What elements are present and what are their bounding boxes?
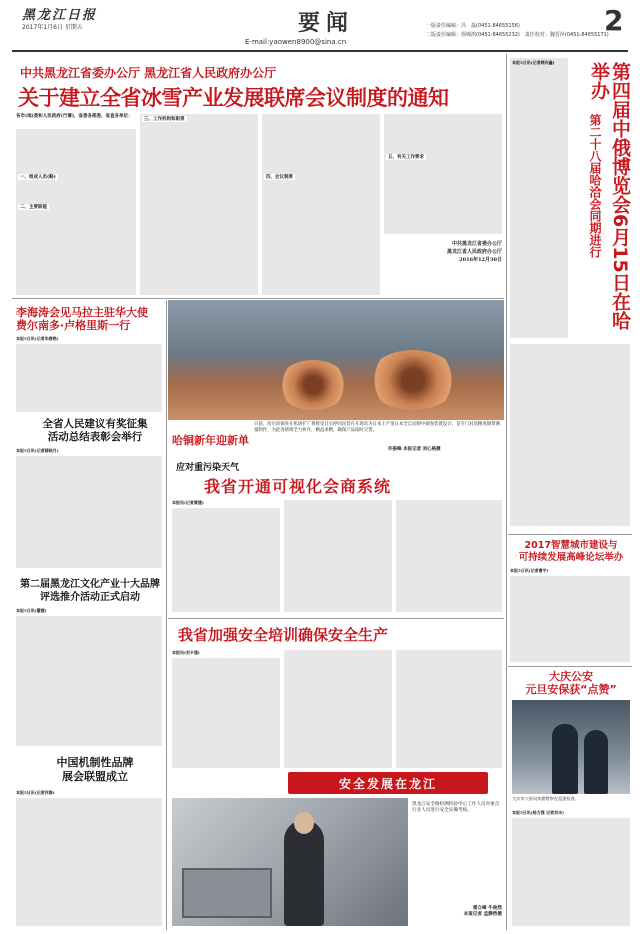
lead-byline: 中共黑龙江省委办公厅 黑龙江省人民政府办公厅 2016年12月30日 <box>446 241 502 263</box>
safety-body-col-3 <box>396 650 502 768</box>
lead-section-1: 一、组成人员(略) <box>20 175 56 180</box>
story-4-headline: 中国机制性品牌 展会联盟成立 <box>56 756 134 783</box>
safety-lead-in: 本报讯(刘卡涵) <box>172 650 200 655</box>
story-3-body <box>16 616 162 746</box>
divider <box>168 618 504 619</box>
phones-line-1: 一版责任编辑：冯 磊(0451-84655156) <box>426 23 520 29</box>
expo-body-col-1 <box>510 58 568 338</box>
email: E-mail:yaowen8900@sina.cn <box>245 38 347 46</box>
story-1-headline: 李海涛会见马拉主驻华大使 费尔南多·卢格里斯一行 <box>16 306 148 332</box>
safety-body-col-2 <box>284 650 392 768</box>
pollution-body-col-2 <box>284 500 392 612</box>
photo-1-frame <box>168 300 504 454</box>
story-1-lead-in: 本报5日讯(记者毕春艳) <box>16 336 59 341</box>
lead-body-col-3 <box>262 114 380 295</box>
photo-2-image <box>172 798 408 926</box>
pollution-lead-in: 本报讯(记者黄建) <box>172 500 204 505</box>
paper-name: 黑龙江日报 <box>22 8 98 23</box>
fire-photo-officer <box>552 724 578 794</box>
lead-salutation: 各市(地)委和人民政府(行署)，省委各部委，省直各单位： <box>16 114 133 119</box>
photo-1-coil <box>278 360 348 410</box>
divider <box>506 54 507 930</box>
fire-story <box>508 670 632 930</box>
fire-headline: 大庆公安 元旦安保获“点赞” <box>525 670 617 696</box>
story-1-body <box>16 344 162 412</box>
photo-2-person <box>284 820 324 926</box>
divider <box>508 666 632 667</box>
masthead <box>0 0 640 56</box>
divider <box>508 534 632 535</box>
safety-headline: 我省加强安全培训确保安全生产 <box>178 626 389 644</box>
fire-photo-officer <box>584 730 608 794</box>
story-3-headline: 第二届黑龙江文化产业十大品牌 评选推介活动正式启动 <box>20 579 160 603</box>
safety-story <box>168 620 504 930</box>
phones-line-2: 二版责任编辑：徐锦鸿(0451-84655232) 责任校对：魏晋萍(0451-84655171) <box>426 32 609 38</box>
photo-1-coil <box>368 350 458 410</box>
photo-1-image <box>168 300 504 420</box>
divider <box>12 298 504 299</box>
expo-story <box>508 54 632 532</box>
lead-body-col-1 <box>16 129 136 295</box>
story-4-lead-in: 本报5日讯(记者苏雅) <box>16 790 55 795</box>
pollution-body-col-3 <box>396 500 502 612</box>
photo-1-label: 哈铜新年迎新单 <box>172 434 249 447</box>
ice-city-story <box>508 540 632 666</box>
page-number: 2 <box>604 4 624 37</box>
fire-body <box>512 818 630 926</box>
expo-vertical-title: 第四届中俄博览会6月15日在哈举办 <box>588 62 631 330</box>
story-4-body <box>16 798 162 926</box>
lead-section-2: 二、主要职能 <box>20 205 47 210</box>
photo-1-credit: 许振峰 本报记者 刘心格摄 <box>388 447 441 452</box>
expo-body-col-2 <box>510 344 630 526</box>
ice-city-headline: 2017智慧城市建设与 可持续发展高峰论坛举办 <box>518 540 624 563</box>
pollution-kicker: 应对重污染天气 <box>176 463 240 473</box>
photo-1-caption: 日前，哈尔滨铜业在机场扩广黄接受日后停回民营在开场次为日本土产里日本全自动制中铜卷装置设计，是专门对高精度铜带测量制作，为此各班组全力协作，精益求精，确保产品按时交货。 <box>254 422 500 433</box>
lead-story <box>12 54 504 298</box>
photo-2-credit: 雷立峰 牛俊然 本报记者 孟静然摄 <box>463 906 502 918</box>
safety-banner-text: 安全发展在龙江 <box>338 777 437 791</box>
fire-lead-in: 本报5日讯(杨力强 记者刘丰) <box>512 810 564 815</box>
lead-kicker: 中共黑龙江省委办公厅 黑龙江省人民政府办公厅 <box>20 66 277 80</box>
fire-photo <box>512 700 630 794</box>
story-2-body <box>16 456 162 568</box>
left-column <box>12 300 164 930</box>
lead-section-4: 四、会议制度 <box>266 175 293 180</box>
pollution-body-col-1 <box>172 508 280 612</box>
story-2-headline: 全省人民建议有奖征集 活动总结表彰会举行 <box>42 418 148 443</box>
expo-vertical-subtitle: 第二十八届哈洽会同期进行 <box>588 114 602 258</box>
safety-body-col-1 <box>172 658 280 768</box>
lead-headline: 关于建立全省冰雪产业发展联席会议制度的通知 <box>18 86 449 110</box>
story-3-lead-in: 本报5日讯(霍媛) <box>16 608 47 613</box>
safety-banner <box>288 772 488 794</box>
lead-section-5: 五、有关工作要求 <box>388 155 424 160</box>
lead-body-col-4 <box>384 114 502 234</box>
date-line: 2017年1月6日 星期五 <box>22 24 83 31</box>
lead-body-col-2 <box>140 114 258 295</box>
lead-section-3: 三、工作机构和职责 <box>144 117 185 122</box>
pollution-story <box>168 458 504 618</box>
divider <box>166 300 167 930</box>
photo-2-equipment <box>182 868 272 918</box>
pollution-headline: 我省开通可视化会商系统 <box>204 477 392 496</box>
ice-city-body <box>510 576 630 662</box>
fire-caption: 大庆市公安局执勤警察在巡逻检查。 <box>512 796 580 801</box>
photo-2-face <box>294 812 314 834</box>
story-2-lead-in: 本报5日讯(记者薛晓月) <box>16 448 59 453</box>
expo-lead-in: 本报5日讯(记者韩庆鑫) <box>512 60 555 65</box>
photo-2-caption: 黑龙江安全格检测检验中心工作人员对重点行业人员进行安全实操考核。 <box>412 802 500 814</box>
ice-city-lead-in: 本报5日讯(记者曹宇) <box>510 568 549 573</box>
masthead-rule <box>12 50 628 52</box>
section-title: 要闻 <box>298 10 355 36</box>
